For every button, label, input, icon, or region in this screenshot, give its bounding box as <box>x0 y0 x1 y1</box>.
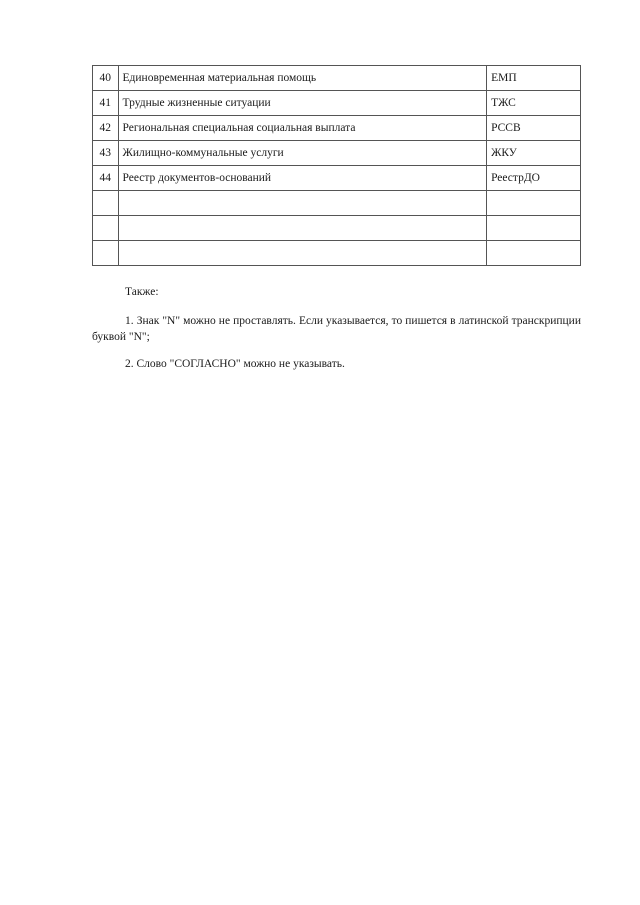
row-name <box>118 241 487 266</box>
table-row-empty <box>93 191 581 216</box>
notes-intro: Также: <box>125 286 159 298</box>
row-name: Трудные жизненные ситуации <box>118 91 487 116</box>
row-number <box>93 191 119 216</box>
row-code: ТЖС <box>487 91 581 116</box>
table-row <box>93 91 581 116</box>
table-row <box>93 141 581 166</box>
note-item-2: 2. Слово "СОГЛАСНО" можно не указывать. <box>125 358 345 370</box>
row-code: ЕМП <box>487 66 581 91</box>
row-number: 44 <box>93 166 119 191</box>
row-name: Реестр документов-оснований <box>118 166 487 191</box>
table-row <box>93 66 581 91</box>
row-name: Единовременная материальная помощь <box>118 66 487 91</box>
note-item-1: 1. Знак "N" можно не проставлять. Если указывается, то пишется в латинской транскрипции буквой "N"; <box>92 315 581 343</box>
table-row-empty <box>93 241 581 266</box>
row-code <box>487 191 581 216</box>
row-number: 40 <box>93 66 119 91</box>
row-name: Региональная специальная социальная выплата <box>118 116 487 141</box>
row-code: ЖКУ <box>487 141 581 166</box>
row-name <box>118 191 487 216</box>
row-code: РССВ <box>487 116 581 141</box>
table-row-empty <box>93 216 581 241</box>
table-row <box>93 166 581 191</box>
row-name: Жилищно-коммунальные услуги <box>118 141 487 166</box>
row-number <box>93 216 119 241</box>
table-row <box>93 116 581 141</box>
row-number: 43 <box>93 141 119 166</box>
row-code <box>487 241 581 266</box>
row-number: 41 <box>93 91 119 116</box>
row-number: 42 <box>93 116 119 141</box>
row-name <box>118 216 487 241</box>
row-number <box>93 241 119 266</box>
row-code <box>487 216 581 241</box>
row-code: РеестрДО <box>487 166 581 191</box>
abbreviation-table <box>92 65 581 266</box>
